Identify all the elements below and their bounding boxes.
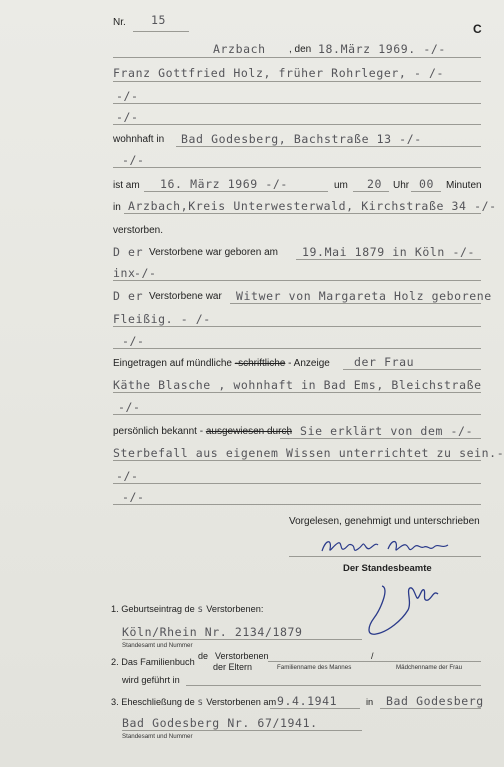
official-signature [362,580,442,640]
nr-line [133,31,189,32]
status-value-2: Fleißig. - /- [113,312,211,326]
filler-8: -/- [122,490,145,504]
born-article: D er [113,245,144,259]
note-2-woman: Mädchenname der Frau [396,664,463,671]
death-place: Arzbach,Kreis Unterwesterwald, Kirchstraße 34 -/- [128,199,497,213]
informant: Käthe Blasche , wohnhaft in Bad Ems, Bleichstraße [113,378,482,392]
known-strike: ausgewiesen durch [205,426,293,437]
hour-value: 20 [367,177,383,191]
note-1-sub: Standesamt und Nummer [122,642,193,649]
note-1-label [111,604,263,615]
status-article: D er [113,289,144,303]
place-value: Arzbach [213,42,266,56]
note-3-label-text: 3. Eheschließung de [111,697,195,707]
note-2-man: Familienname des Mannes [277,664,352,671]
registered-label-2: - Anzeige [288,358,330,369]
deceased-name: Franz Gottfried Holz, früher Rohrleger, - /- [113,66,445,80]
note-3-sub: Standesamt und Nummer [122,733,193,740]
born-label: Verstorbene war geboren am [149,247,278,258]
known-value: . Sie erklärt von dem -/- [285,424,474,438]
died-label: ist am [113,180,140,191]
date-prefix: , den [289,44,312,55]
note-3-date: 9.4.1941 [277,694,338,708]
note-2-verst: Verstorbenen [215,651,269,661]
registered-value: der Frau [354,355,415,369]
known-label [113,426,292,437]
minuten-label: Minuten [446,180,482,191]
note-3-typed: s [197,697,204,708]
filler-2: -/- [116,110,139,124]
read-label: Vorgelesen, genehmigt und unterschrieben [289,516,480,527]
note-3-in: in [366,697,374,707]
nr-label: Nr. [113,17,126,28]
note-3-label [111,697,276,708]
in-label: in [113,202,121,213]
note-2-eltern: der Eltern [213,662,253,672]
corner-letter: C [473,22,482,36]
note-3-value: Bad Godesberg Nr. 67/1941. [122,716,318,730]
minutes-value: 00 [419,177,435,191]
note-2-slash: / [371,651,374,661]
um-label: um [334,180,348,191]
filler-7: -/- [116,469,139,483]
registered-strike: -schriftliche [234,358,286,369]
registered-label [113,358,330,369]
official-label: Der Standesbeamte [343,563,432,574]
note-1-value: Köln/Rhein Nr. 2134/1879 [122,625,303,639]
registered-label-text: Eingetragen auf mündliche [113,358,232,369]
known-value-2: Sterbefall aus eigenem Wissen unterrichtet zu sein.- [113,446,504,460]
verstorben-label: verstorben. [113,225,164,236]
status-value: Witwer von Margareta Holz geborene [236,289,492,303]
residence-label: wohnhaft in [113,134,165,145]
note-3-place: Bad Godesberg [386,694,484,708]
filler-4-prefix: inx [113,266,136,280]
note-2-label: 2. Das Familienbuch [111,657,195,667]
uhr-label: Uhr [393,180,410,191]
residence-value: Bad Godesberg, Bachstraße 13 -/- [181,132,422,146]
note-1-typed: s [197,604,204,615]
nr-value: 15 [151,13,167,27]
known-label-text: persönlich bekannt - [113,426,204,437]
note-1-label-text: 1. Geburtseintrag de [111,604,195,614]
filler-4: -/- [134,266,157,280]
note-1-label-2: Verstorbenen: [206,604,264,614]
date-value: 18.März 1969. -/- [318,42,446,56]
filler-5: -/- [122,334,145,348]
filler-3: -/- [122,153,145,167]
filler-6: -/- [118,400,141,414]
born-value: 19.Mai 1879 in Köln -/- [302,245,476,259]
status-label: Verstorbene war [149,291,222,302]
note-3-label-2: Verstorbenen am [206,697,277,707]
note-2-label-2: wird geführt in [122,675,180,685]
filler-1: -/- [116,89,139,103]
died-date: 16. März 1969 -/- [160,177,288,191]
note-2-de: de [198,651,209,661]
